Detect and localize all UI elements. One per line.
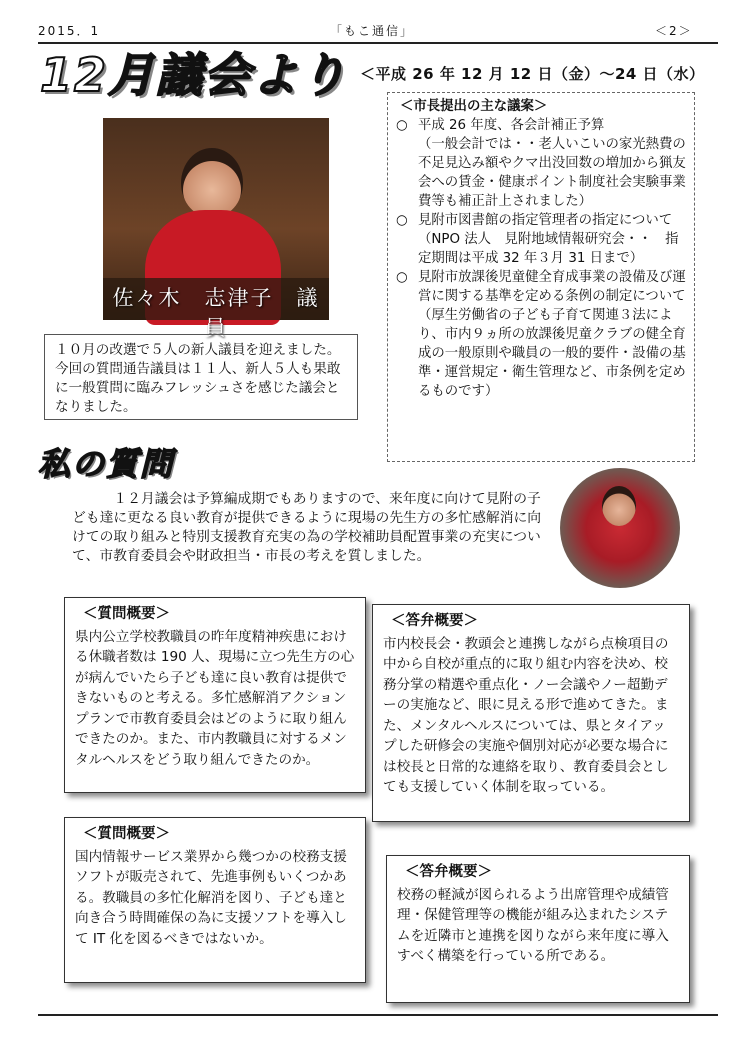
newsletter-name: 「もこ通信」 — [330, 24, 415, 38]
question-summary-title: ＜質問概要＞ — [83, 606, 170, 622]
photo-caption: 佐々木 志津子 議員 — [112, 286, 320, 340]
question-summary-title: ＜質問概要＞ — [83, 826, 170, 842]
proposal-detail: （厚生労働省の子ども子育て関連３法により、市内９ヵ所の放課後児童クラブの健全育成の一般原則や職員の一般的要件・設備の基準・運営規定・衛生管理など、市条例を定めるものです） — [418, 308, 686, 399]
proposal-detail: （NPO 法人 見附地域情報研究会・・ 指定期間は平成 32 年３月 31 日まで） — [418, 232, 679, 266]
bullet-circle: ○ — [396, 213, 408, 228]
answer-summary-box — [386, 855, 690, 1003]
proposal-text: 見附市図書館の指定管理者の指定について — [418, 213, 673, 228]
answer-summary-text: 市内校長会・教頭会と連携しながら点検項目の中から自校が重点的に取り組む内容を決め、校務分掌の精選や重点化・ノー会議やノー超勤デーの実施など、眼に見える形で進めてきた。また、メンタルヘルスについては、県とタイアップした研修会の実施や個別対応が必要な場合には校長と日常的な連絡を取り、教育委員会としても支援していく体制を取っている。 — [383, 635, 669, 795]
question-summary-box — [64, 597, 366, 793]
answer-summary-box — [372, 604, 690, 822]
proposal-text: 見附市放課後児童健全育成事業の設備及び運営に関する基準を定める条例の制定について — [418, 270, 686, 304]
proposal-detail: （一般会計では・・老人いこいの家光熱費の不足見込み額やクマ出没回数の増加から猟友会への賃金・健康ポイント制度社会実験事業費等も補正計上されました） — [418, 137, 686, 209]
section-title: 私の質問 — [38, 445, 175, 483]
proposal-item — [396, 268, 686, 306]
issue-date: 2015．1 — [38, 24, 101, 38]
session-period: ＜平成 26 年 12 月 12 日（金）～24 日（水） — [360, 65, 705, 83]
question-summary-box — [64, 817, 366, 983]
councilor-photo — [103, 118, 329, 340]
portrait-head — [181, 148, 243, 218]
portrait-face — [602, 486, 636, 526]
main-title: 12月議会より — [40, 48, 349, 102]
proposal-text: 平成 26 年度、各会計補正予算 — [418, 118, 605, 133]
question-summary-text: 県内公立学校教職員の昨年度精神疾患における休職者数は 190 人、現場に立つ先生方の心が病んでいたら子ども達に良い教育は提供できないものと考える。多忙感解消アクションプランで市教育委員会はどのように取り組んできたのか。また、市内教職員に対するメンタルヘルスをどう取り組んできたのか。 — [75, 628, 355, 768]
proposal-item — [396, 211, 686, 230]
bullet-circle: ○ — [396, 118, 408, 133]
mayor-proposals-box — [387, 92, 695, 462]
proposal-item — [396, 116, 686, 135]
question-intro-text: １２月議会は予算編成期でもありますので、来年度に向けて見附の子ども達に更なる良い教育が提供できるように現場の先生方の多忙感解消に向けての取り組みと特別支援教育充実の為の学校補助員配置事業の充実について、市教育委員会や財政担当・市長の考えを質しました。 — [72, 491, 542, 564]
bullet-circle: ○ — [396, 270, 408, 285]
intro-box: １０月の改選で５人の新人議員を迎えました。今回の質問通告議員は１１人、新人５人も果敢に一般質問に臨みフレッシュさを感じた議会となりました。 — [44, 334, 358, 420]
footer-divider — [38, 1014, 718, 1016]
answer-summary-title: ＜答弁概要＞ — [405, 864, 492, 880]
councilor-speaking-photo — [560, 468, 680, 588]
answer-summary-text: 校務の軽減が図られるよう出席管理や成績管理・保健管理等の機能が組み込まれたシステムを近隣市と連携を図りながら来年度に導入すべく構築を行っている所である。 — [397, 886, 669, 964]
header-divider — [38, 42, 718, 44]
mayor-proposals-title: ＜市長提出の主な議案＞ — [400, 99, 548, 114]
question-intro — [72, 490, 552, 566]
question-summary-text: 国内情報サービス業界から幾つかの校務支援ソフトが販売されて、先進事例もいくつかある。教職員の多忙化解消を図り、子ども達と向き合う時間確保の為に支援ソフトを導入して IT 化を図るべきではないか。 — [75, 848, 347, 947]
page-number: ＜2＞ — [655, 24, 693, 38]
answer-summary-title: ＜答弁概要＞ — [391, 613, 478, 629]
